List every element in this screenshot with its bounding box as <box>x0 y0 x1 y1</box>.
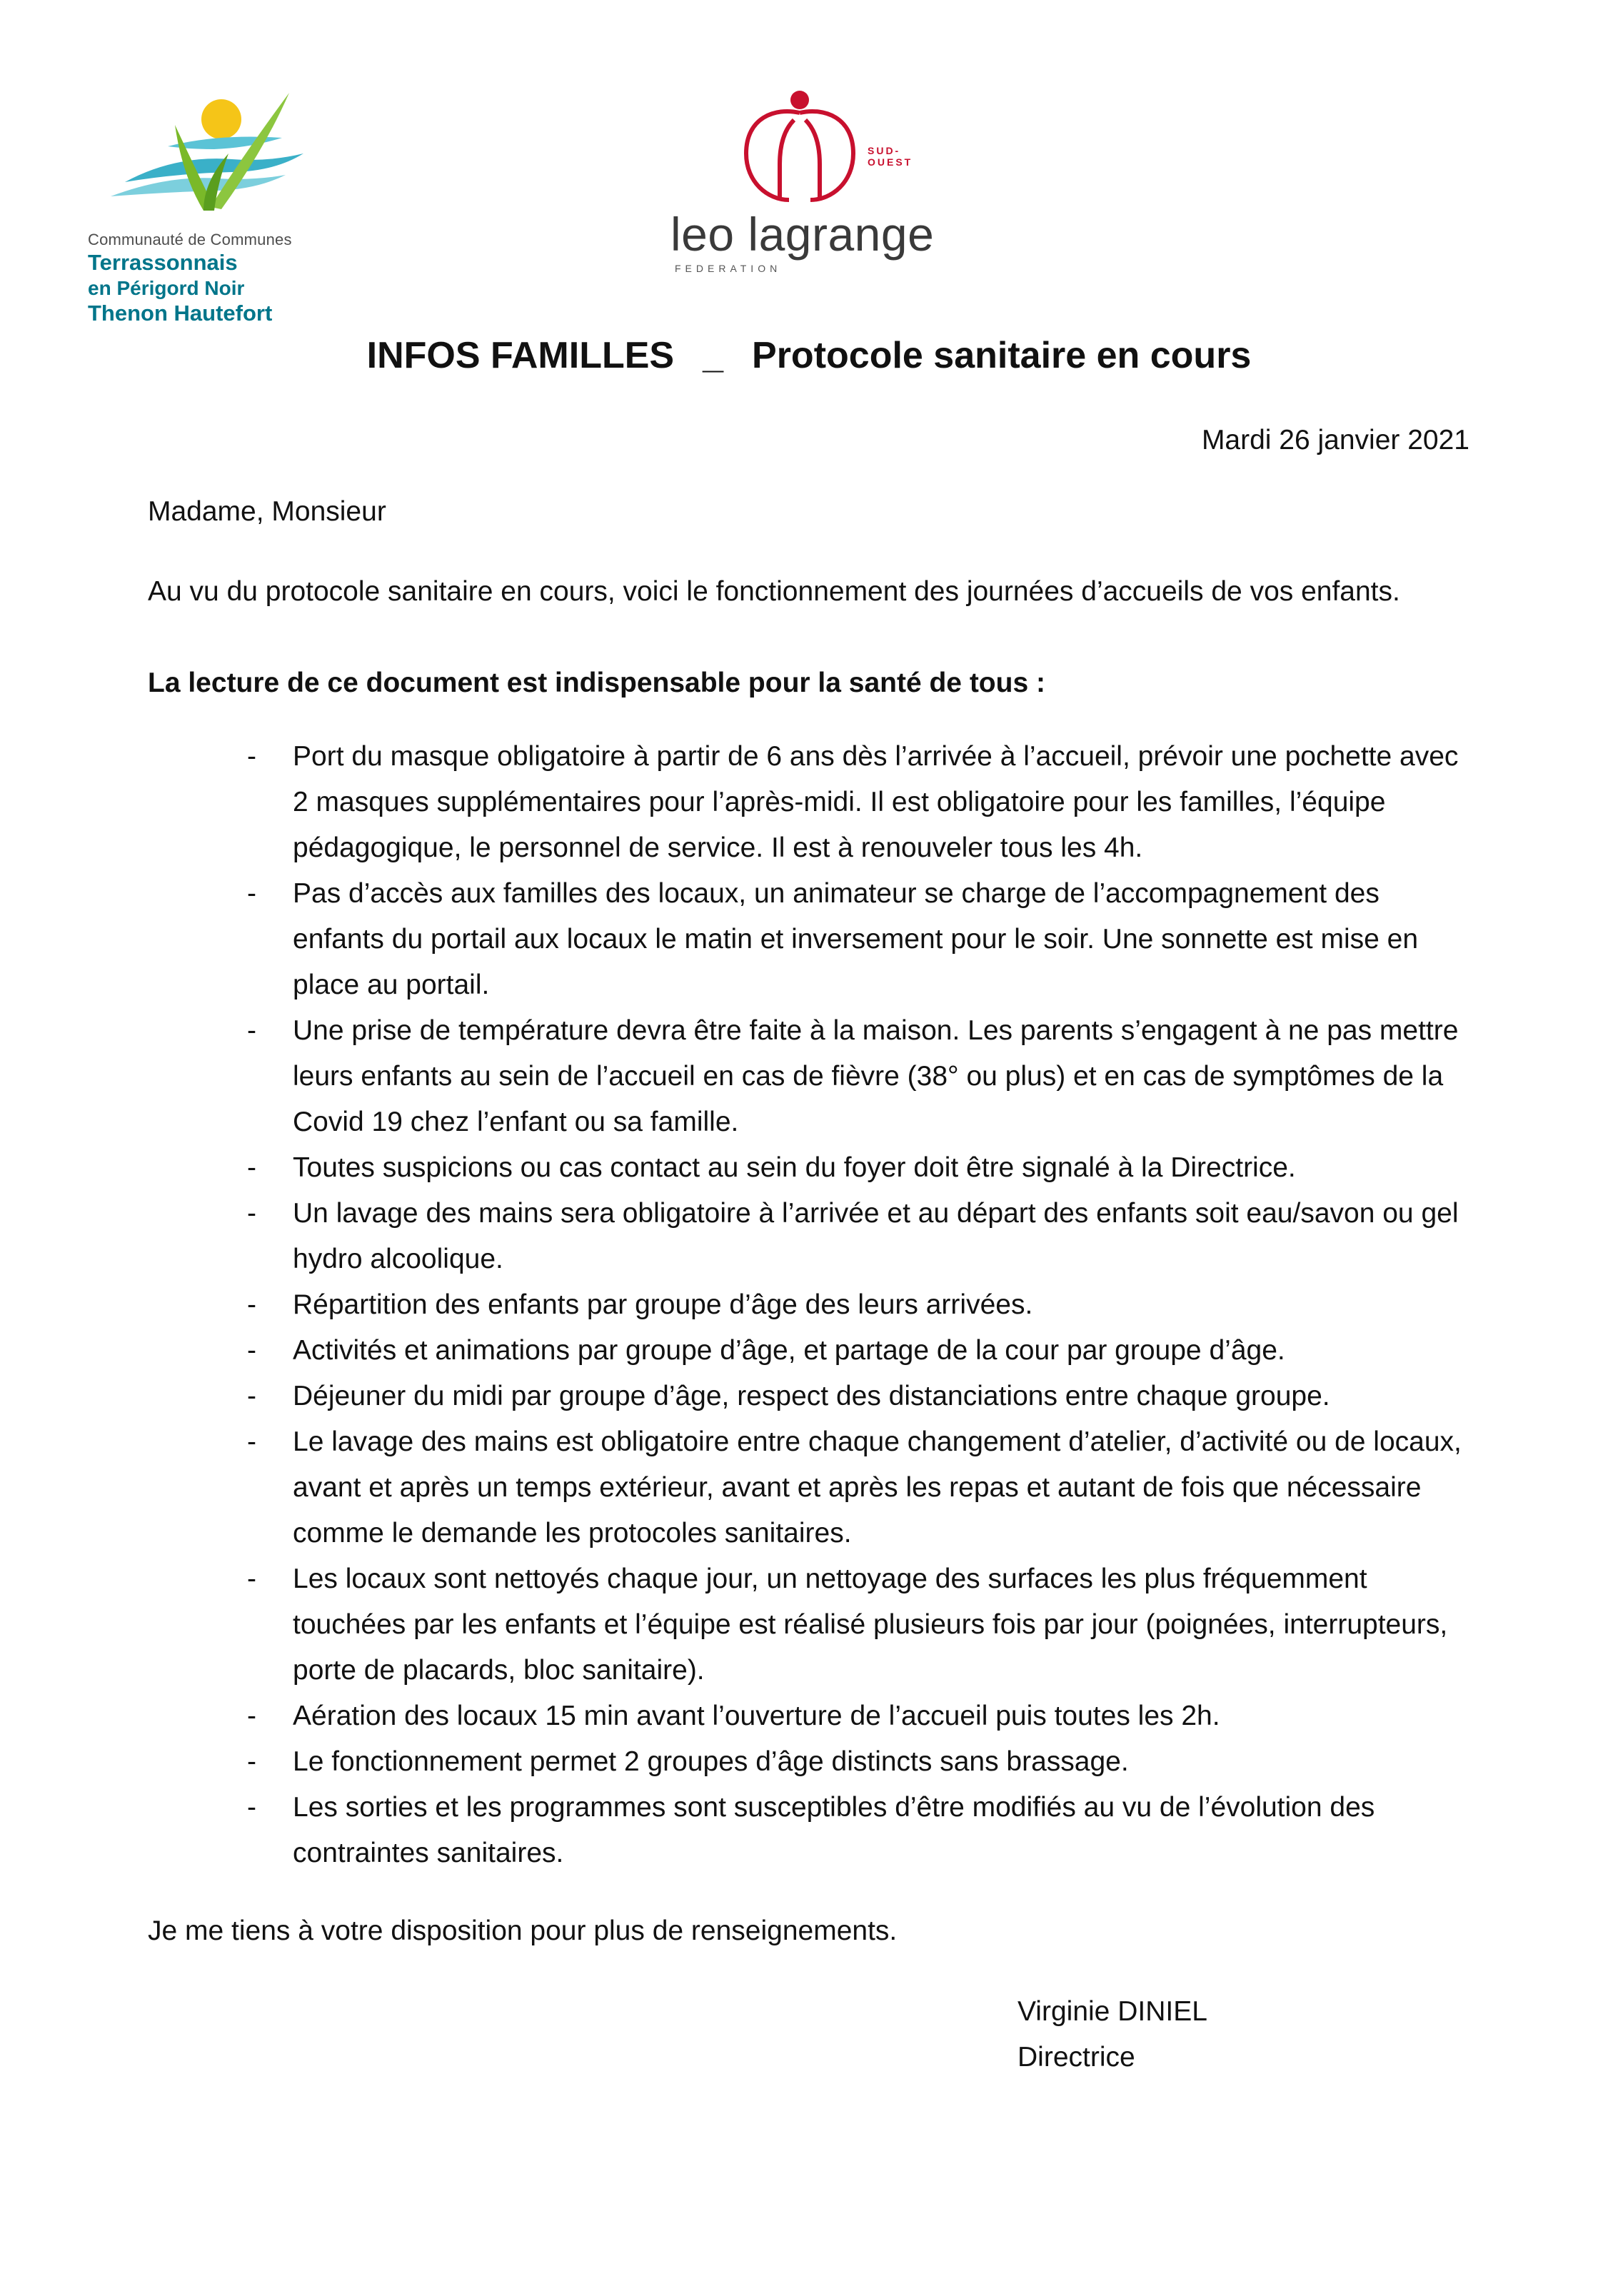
signature-name: Virginie DINIEL <box>1017 1996 1207 2027</box>
list-marker: - <box>247 1015 256 1046</box>
list-item-text: Le lavage des mains est obligatoire entre chaque changement d’atelier, d’activité ou de locaux, avant et après un temps extérieur, avant et après les repas et autant de fois que nécessaire comme le demande les protocoles sanitaires. <box>293 1426 1462 1549</box>
list-item <box>0 1282 1478 1328</box>
list-marker: - <box>247 878 256 909</box>
cc-logo <box>82 75 325 336</box>
list-item-text: Port du masque obligatoire à partir de 6 ans dès l’arrivée à l’accueil, prévoir une pochette avec 2 masques supplémentaires pour l’après-midi. Il est obligatoire pour les familles, l’équipe pédagogique, le personnel de service. Il est à renouveler tous les 4h. <box>293 741 1459 863</box>
list-item-text: Aération des locaux 15 min avant l’ouverture de l’accueil puis toutes les 2h. <box>293 1701 1220 1731</box>
list-item-text: Toutes suspicions ou cas contact au sein du foyer doit être signalé à la Directrice. <box>293 1152 1296 1183</box>
list-item-text: Le fonctionnement permet 2 groupes d’âge distincts sans brassage. <box>293 1746 1129 1777</box>
closing-sentence: Je me tiens à votre disposition pour plus de renseignements. <box>148 1915 898 1946</box>
rules-list <box>0 734 1618 1876</box>
cc-logo-line2: Terrassonnais <box>88 250 238 276</box>
list-item <box>0 871 1478 1008</box>
list-item-text: Un lavage des mains sera obligatoire à l’arrivée et au départ des enfants soit eau/savon ou gel hydro alcoolique. <box>293 1198 1459 1274</box>
list-item <box>0 1008 1478 1145</box>
list-marker: - <box>247 741 256 772</box>
list-item-text: Répartition des enfants par groupe d’âge des leurs arrivées. <box>293 1289 1033 1320</box>
list-item-text: Pas d’accès aux familles des locaux, un animateur se charge de l’accompagnement des enfants du portail aux locaux le matin et inversement pour le soir. Une sonnette est mise en place au portail. <box>293 878 1419 1000</box>
list-item <box>0 1739 1478 1785</box>
list-marker: - <box>247 1381 256 1411</box>
cc-logo-line4: Thenon Hautefort <box>88 301 273 326</box>
leo-lagrange-sub: SUD-OUEST <box>868 145 913 168</box>
list-item <box>0 1145 1478 1191</box>
list-marker: - <box>247 1792 256 1823</box>
list-marker: - <box>247 1746 256 1777</box>
cc-logo-line3: en Périgord Noir <box>88 276 245 299</box>
list-marker: - <box>247 1152 256 1183</box>
list-item <box>0 1191 1478 1282</box>
list-marker: - <box>247 1701 256 1731</box>
signature-block <box>1017 1989 1207 2080</box>
list-marker: - <box>247 1564 256 1594</box>
list-marker: - <box>247 1335 256 1366</box>
list-item-text: Activités et animations par groupe d’âge, et partage de la cour par groupe d’âge. <box>293 1335 1285 1366</box>
leo-lagrange-name: leo lagrange <box>670 208 935 261</box>
list-item <box>0 1785 1478 1876</box>
list-item-text: Les sorties et les programmes sont susceptibles d’être modifiés au vu de l’évolution des contraintes sanitaires. <box>293 1792 1375 1868</box>
list-item <box>0 1328 1478 1374</box>
list-item <box>0 1374 1478 1419</box>
list-item <box>0 1419 1478 1556</box>
title-left: INFOS FAMILLES <box>366 335 675 376</box>
cc-logo-mark <box>96 75 311 218</box>
cc-logo-text <box>88 231 331 326</box>
list-marker: - <box>247 1289 256 1320</box>
title-right: Protocole sanitaire en cours <box>752 335 1252 376</box>
list-item-text: Déjeuner du midi par groupe d’âge, respect des distanciations entre chaque groupe. <box>293 1381 1330 1411</box>
signature-role: Directrice <box>1017 2042 1135 2073</box>
list-marker: - <box>247 1426 256 1457</box>
leo-lagrange-figure-icon <box>735 86 864 207</box>
list-item <box>0 1693 1478 1739</box>
cc-logo-line1: Communauté de Communes <box>88 231 292 248</box>
intro-paragraph: Au vu du protocole sanitaire en cours, voici le fonctionnement des journées d’accueils de vos enfants. <box>148 576 1400 607</box>
leo-lagrange-federation: FEDERATION <box>675 263 782 274</box>
page-title <box>0 334 1618 377</box>
list-item <box>0 734 1478 871</box>
title-separator: _ <box>703 335 724 376</box>
letter-date: Mardi 26 janvier 2021 <box>1201 425 1469 455</box>
list-item-text: Une prise de température devra être faite à la maison. Les parents s’engagent à ne pas mettre leurs enfants au sein de l’accueil en cas de fièvre (38° ou plus) et en cas de symptômes de la Covid 19 chez l’enfant ou sa famille. <box>293 1015 1459 1137</box>
list-item <box>0 1556 1478 1693</box>
leo-lagrange-logo <box>668 86 939 278</box>
bold-notice: La lecture de ce document est indispensable pour la santé de tous : <box>148 668 1045 698</box>
list-marker: - <box>247 1198 256 1229</box>
list-item-text: Les locaux sont nettoyés chaque jour, un nettoyage des surfaces les plus fréquemment touchées par les enfants et l’équipe est réalisé plusieurs fois par jour (poignées, interrupteurs, porte de placards, bloc sanitaire). <box>293 1564 1448 1686</box>
greeting: Madame, Monsieur <box>148 496 386 527</box>
